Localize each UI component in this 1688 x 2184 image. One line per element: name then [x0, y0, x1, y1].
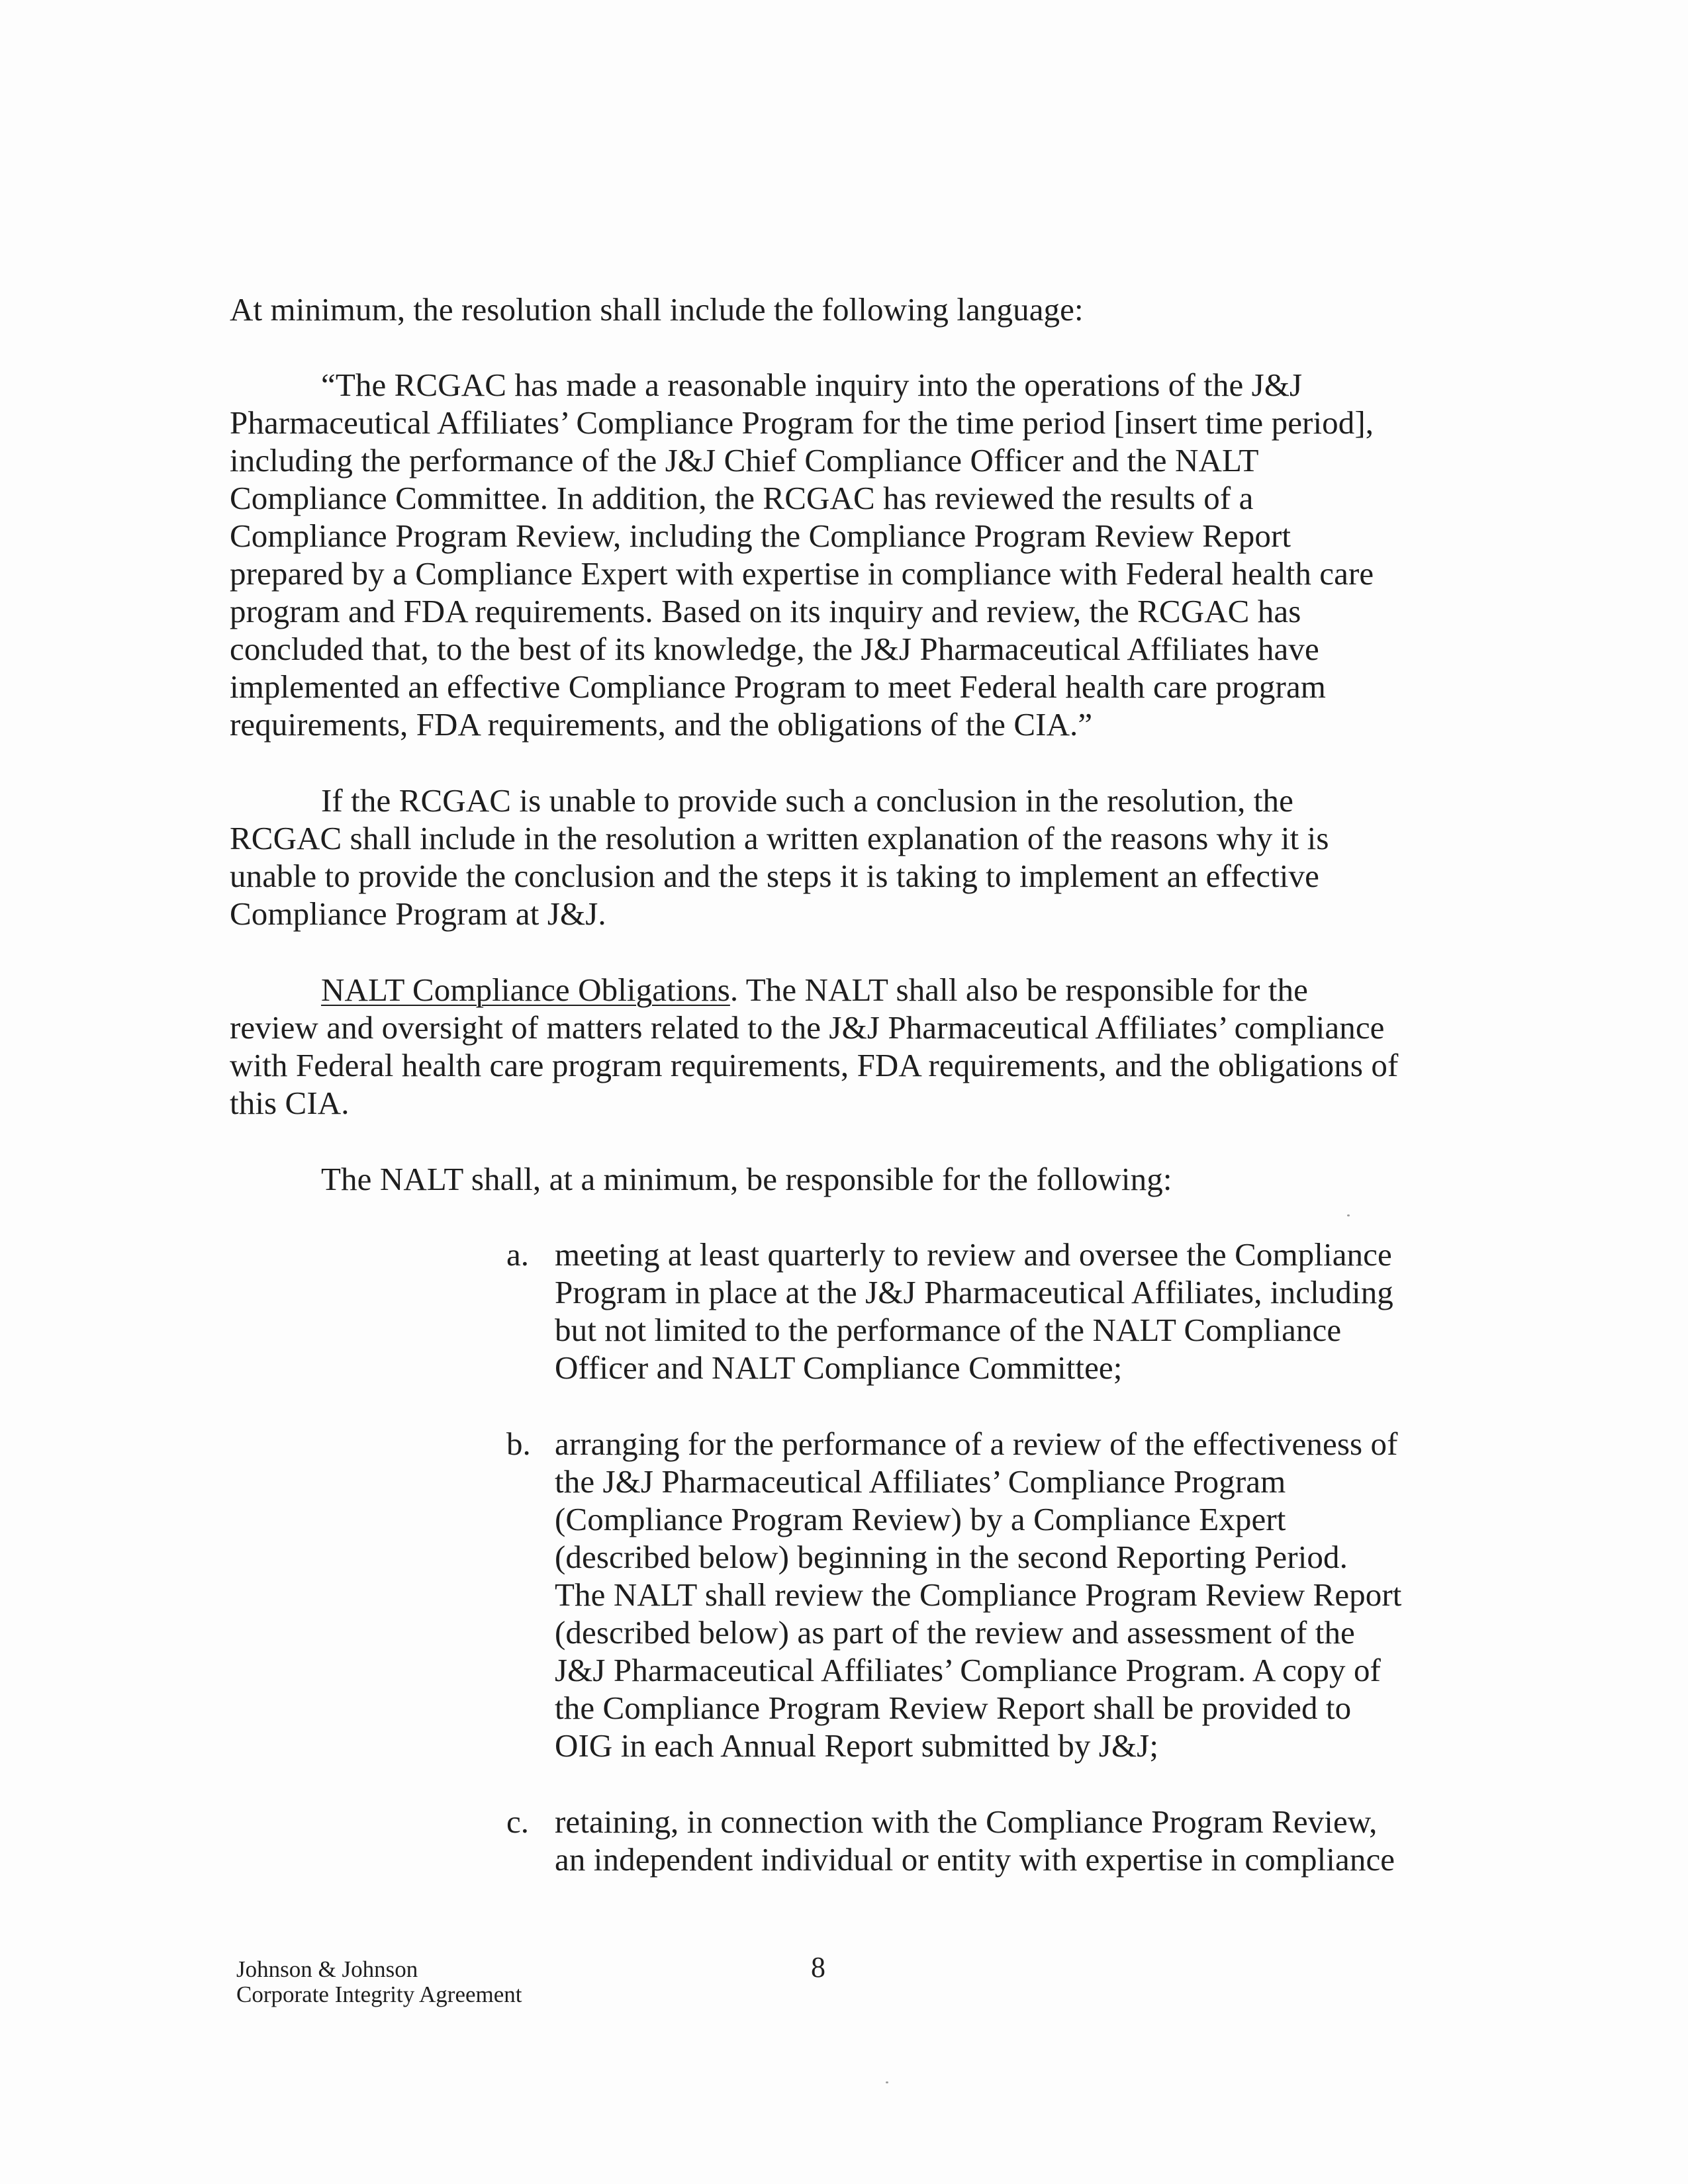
quote-line: Compliance Program Review, including the Compliance Program Review Report	[230, 518, 1291, 554]
footer-company: Johnson & Johnson	[236, 1956, 418, 1982]
quote-line: concluded that, to the best of its knowledge, the J&J Pharmaceutical Affiliates have	[230, 631, 1319, 667]
list-item-b-line: J&J Pharmaceutical Affiliates’ Compliance Program. A copy of	[555, 1652, 1381, 1688]
list-item-b-line: (described below) as part of the review and assessment of the	[555, 1614, 1355, 1651]
quote-line: prepared by a Compliance Expert with expertise in compliance with Federal health care	[230, 555, 1374, 592]
nalt-obligations-text: . The NALT shall also be responsible for the	[729, 972, 1308, 1008]
quote-line: Pharmaceutical Affiliates’ Compliance Program for the time period [insert time period],	[230, 404, 1374, 441]
unable-paragraph-line: RCGAC shall include in the resolution a written explanation of the reasons why it is	[230, 820, 1329, 856]
list-item-a-line: but not limited to the performance of the NALT Compliance	[555, 1312, 1342, 1348]
nalt-obligations-line: review and oversight of matters related to the J&J Pharmaceutical Affiliates’ compliance	[230, 1009, 1385, 1046]
intro-line: At minimum, the resolution shall include the following language:	[230, 291, 1084, 328]
quote-line: including the performance of the J&J Chief Compliance Officer and the NALT	[230, 442, 1259, 478]
list-item-c-line: retaining, in connection with the Compliance Program Review,	[555, 1803, 1378, 1840]
scan-speck	[886, 2081, 888, 2083]
list-item-a-line: Officer and NALT Compliance Committee;	[555, 1349, 1123, 1386]
unable-paragraph-line: If the RCGAC is unable to provide such a conclusion in the resolution, the	[321, 782, 1293, 819]
quote-line: implemented an effective Compliance Program to meet Federal health care program	[230, 668, 1327, 705]
list-item-b-line: The NALT shall review the Compliance Program Review Report	[555, 1576, 1402, 1613]
list-item-b-line: (Compliance Program Review) by a Compliance Expert	[555, 1501, 1286, 1537]
list-item-b-line: arranging for the performance of a review of the effectiveness of	[555, 1426, 1398, 1462]
nalt-obligations-line: this CIA.	[230, 1085, 350, 1121]
list-item-a-line: Program in place at the J&J Pharmaceutical Affiliates, including	[555, 1274, 1393, 1310]
list-item-a-line: meeting at least quarterly to review and oversee the Compliance	[555, 1236, 1392, 1273]
quote-line: Compliance Committee. In addition, the RCGAC has reviewed the results of a	[230, 480, 1254, 516]
footer-title: Corporate Integrity Agreement	[236, 1981, 522, 2007]
list-item-b-line: the J&J Pharmaceutical Affiliates’ Compliance Program	[555, 1463, 1286, 1500]
nalt-obligations-line: with Federal health care program requirements, FDA requirements, and the obligations of	[230, 1047, 1399, 1083]
list-item-b-line: OIG in each Annual Report submitted by J&J;	[555, 1727, 1159, 1764]
responsibilities-intro: The NALT shall, at a minimum, be responsible for the following:	[321, 1161, 1172, 1197]
quote-line: program and FDA requirements. Based on its inquiry and review, the RCGAC has	[230, 593, 1301, 629]
scan-speck	[1347, 1214, 1350, 1216]
unable-paragraph-line: Compliance Program at J&J.	[230, 895, 606, 932]
list-marker-a: a.	[506, 1236, 529, 1273]
quote-line: “The RCGAC has made a reasonable inquiry into the operations of the J&J	[321, 367, 1303, 403]
nalt-obligations-first-line	[321, 970, 1308, 1010]
unable-paragraph-line: unable to provide the conclusion and the steps it is taking to implement an effective	[230, 858, 1319, 894]
quote-line: requirements, FDA requirements, and the obligations of the CIA.”	[230, 706, 1093, 743]
list-item-b-line: the Compliance Program Review Report shall be provided to	[555, 1690, 1352, 1726]
list-marker-c: c.	[506, 1803, 529, 1840]
page-number: 8	[811, 1951, 825, 1983]
list-item-b-line: (described below) beginning in the second Reporting Period.	[555, 1539, 1348, 1575]
nalt-obligations-heading: NALT Compliance Obligations	[321, 972, 730, 1008]
list-marker-b: b.	[506, 1426, 531, 1462]
list-item-c-line: an independent individual or entity with expertise in compliance	[555, 1841, 1395, 1878]
